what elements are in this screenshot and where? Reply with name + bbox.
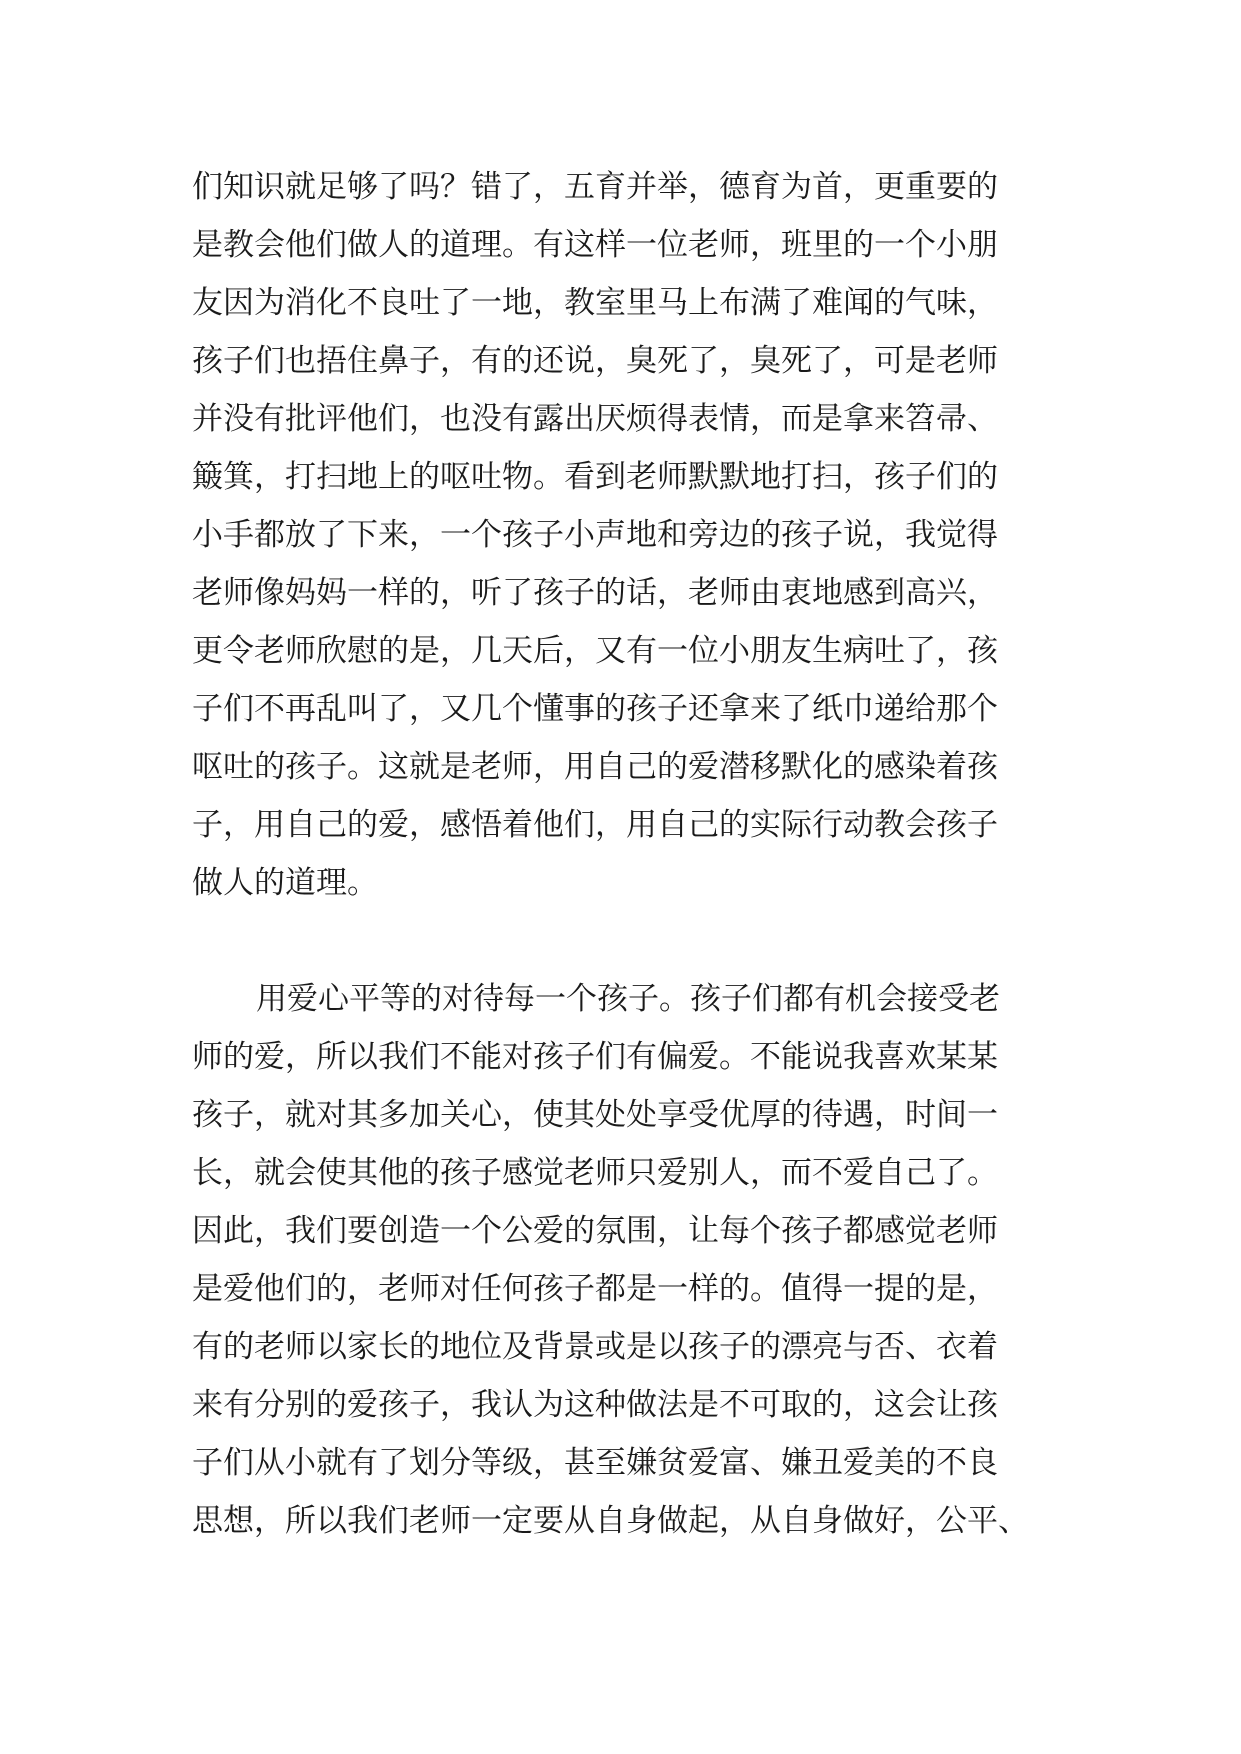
text-line: 友因为消化不良吐了一地，教室里马上布满了难闻的气味， bbox=[192, 285, 998, 321]
text-line: 老师像妈妈一样的，听了孩子的话，老师由衷地感到高兴， bbox=[192, 575, 998, 611]
text-line: 孩子，就对其多加关心，使其处处享受优厚的待遇，时间一 bbox=[192, 1097, 998, 1133]
text-line: 是教会他们做人的道理。有这样一位老师，班里的一个小朋 bbox=[192, 227, 998, 263]
text-line: 孩子们也捂住鼻子，有的还说，臭死了，臭死了，可是老师 bbox=[192, 343, 998, 379]
text-line: 长，就会使其他的孩子感觉老师只爱别人，而不爱自己了。 bbox=[192, 1155, 998, 1191]
text-line: 更令老师欣慰的是，几天后，又有一位小朋友生病吐了，孩 bbox=[192, 633, 998, 669]
text-line-indented: 用爱心平等的对待每一个孩子。孩子们都有机会接受老 bbox=[256, 981, 1000, 1017]
text-line: 并没有批评他们，也没有露出厌烦得表情，而是拿来笤帚、 bbox=[192, 401, 998, 437]
text-line: 来有分别的爱孩子，我认为这种做法是不可取的，这会让孩 bbox=[192, 1387, 998, 1423]
text-line: 是爱他们的，老师对任何孩子都是一样的。值得一提的是， bbox=[192, 1271, 998, 1307]
text-line: 呕吐的孩子。这就是老师，用自己的爱潜移默化的感染着孩 bbox=[192, 749, 998, 785]
text-line: 小手都放了下来，一个孩子小声地和旁边的孩子说，我觉得 bbox=[192, 517, 998, 553]
text-line: 师的爱，所以我们不能对孩子们有偏爱。不能说我喜欢某某 bbox=[192, 1039, 998, 1075]
text-line: 子们从小就有了划分等级，甚至嫌贫爱富、嫌丑爱美的不良 bbox=[192, 1445, 998, 1481]
text-line: 簸箕，打扫地上的呕吐物。看到老师默默地打扫，孩子们的 bbox=[192, 459, 998, 495]
text-line: 思想，所以我们老师一定要从自身做起，从自身做好，公平、 bbox=[192, 1503, 1029, 1539]
text-line: 们知识就足够了吗？错了，五育并举，德育为首，更重要的 bbox=[192, 169, 998, 205]
text-line: 做人的道理。 bbox=[192, 865, 378, 901]
text-line: 有的老师以家长的地位及背景或是以孩子的漂亮与否、衣着 bbox=[192, 1329, 998, 1365]
text-line: 因此，我们要创造一个公爱的氛围，让每个孩子都感觉老师 bbox=[192, 1213, 998, 1249]
text-line: 子，用自己的爱，感悟着他们，用自己的实际行动教会孩子 bbox=[192, 807, 998, 843]
text-line: 子们不再乱叫了，又几个懂事的孩子还拿来了纸巾递给那个 bbox=[192, 691, 998, 727]
